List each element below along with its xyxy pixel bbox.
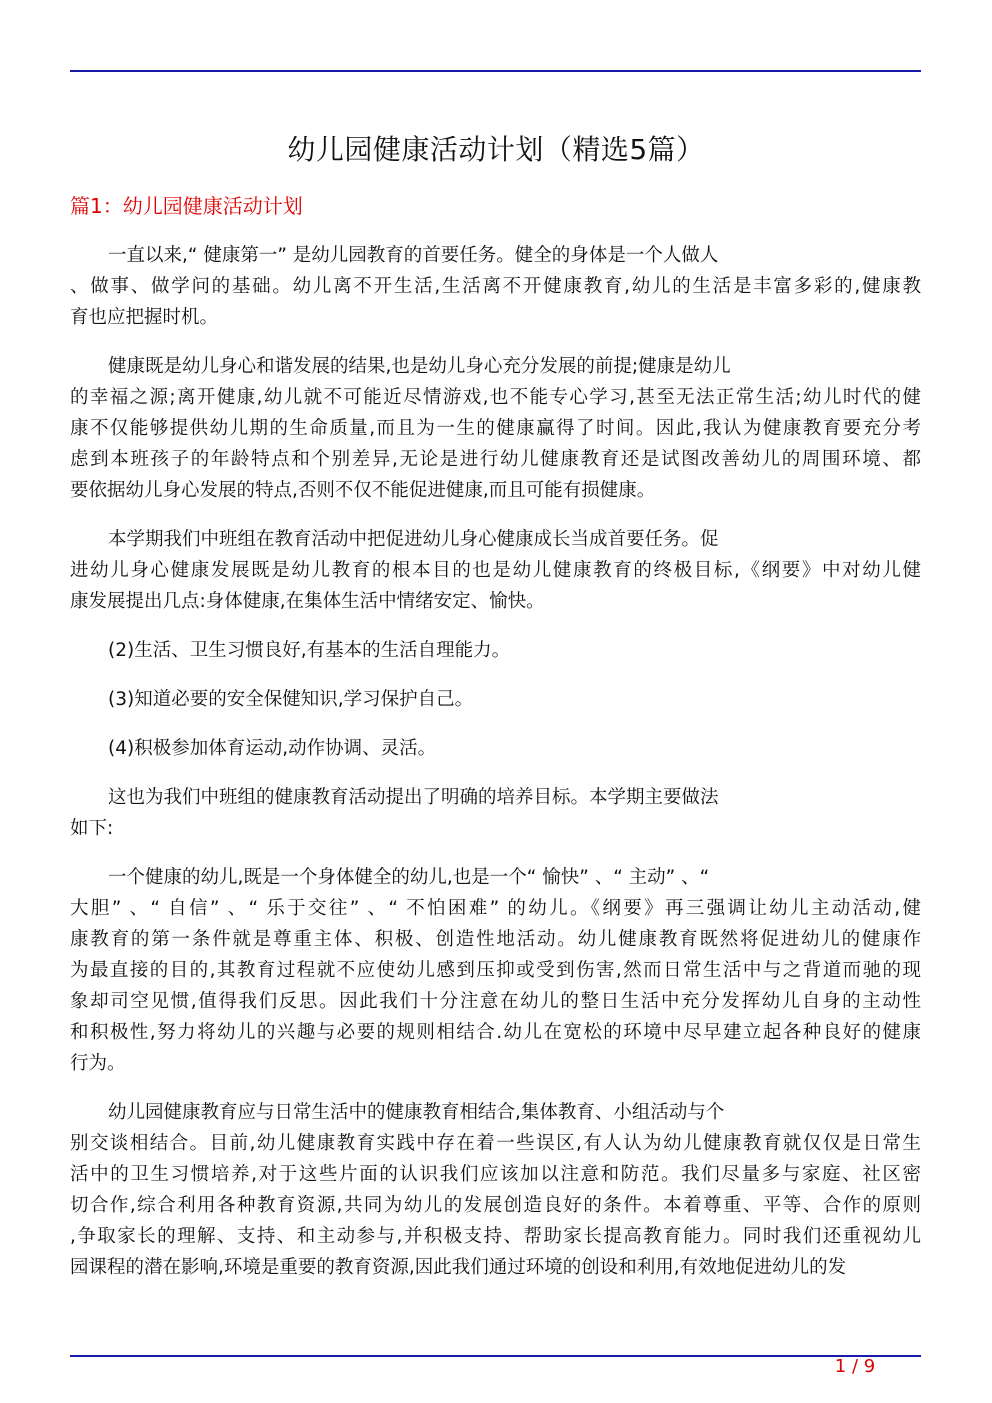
paragraph-line: 如下: xyxy=(70,818,114,839)
paragraph xyxy=(70,635,921,666)
paragraph-line: 健康既是幼儿身心和谐发展的结果,也是幼儿身心充分发展的前提;健康是幼儿 xyxy=(108,356,731,377)
paragraph xyxy=(70,782,921,844)
paragraph-line: (3)知道必要的安全保健知识,学习保护自己。 xyxy=(108,689,474,710)
paragraph-line: 行为。 xyxy=(70,1053,126,1074)
paragraph xyxy=(70,684,921,715)
paragraph xyxy=(70,524,921,617)
header-rule xyxy=(70,70,921,72)
paragraph-line: 的幸福之源;离开健康,幼儿就不可能近尽情游戏,也不能专心学习,甚至无法正常生活;幼儿时代的健 xyxy=(70,387,921,408)
paragraph-line: 和积极性,努力将幼儿的兴趣与必要的规则相结合.幼儿在宽松的环境中尽早建立起各种良好的健康 xyxy=(70,1022,921,1043)
paragraph-line: 为最直接的目的,其教育过程就不应使幼儿感到压抑或受到伤害,然而日常生活中与之背道而驰的现 xyxy=(70,960,921,981)
paragraph xyxy=(70,1097,921,1283)
paragraph-line: 要依据幼儿身心发展的特点,否则不仅不能促进健康,而且可能有损健康。 xyxy=(70,480,656,501)
paragraph-line: 幼儿园健康教育应与日常生活中的健康教育相结合,集体教育、小组活动与个 xyxy=(108,1102,725,1123)
paragraph-line: 育也应把握时机。 xyxy=(70,307,219,328)
paragraph-line: 康教育的第一条件就是尊重主体、积极、创造性地活动。幼儿健康教育既然将促进幼儿的健康作 xyxy=(70,929,921,950)
paragraph-line: 一直以来,“ 健康第一” 是幼儿园教育的首要任务。健全的身体是一个人做人 xyxy=(108,245,719,266)
paragraph-line: 园课程的潜在影响,环境是重要的教育资源,因此我们通过环境的创设和利用,有效地促进幼儿的发 xyxy=(70,1257,847,1278)
paragraph xyxy=(70,862,921,1079)
paragraph xyxy=(70,351,921,506)
footer-rule xyxy=(70,1355,921,1357)
paragraph-line: 一个健康的幼儿,既是一个身体健全的幼儿,也是一个“ 愉快” 、“ 主动” 、“ xyxy=(108,867,710,888)
paragraph-line: 别交谈相结合。目前,幼儿健康教育实践中存在着一些误区,有人认为幼儿健康教育就仅仅是日常生 xyxy=(70,1133,921,1154)
paragraph-line: 进幼儿身心健康发展既是幼儿教育的根本目的也是幼儿健康教育的终极目标,《纲要》中对幼儿健 xyxy=(70,560,921,581)
paragraph xyxy=(70,733,921,764)
section-heading: 篇1：幼儿园健康活动计划 xyxy=(70,194,303,218)
paragraph-line: 虑到本班孩子的年龄特点和个别差异,无论是进行幼儿健康教育还是试图改善幼儿的周围环境、都 xyxy=(70,449,921,470)
document-body xyxy=(70,240,921,1301)
paragraph-line: 、做事、做学问的基础。幼儿离不开生活,生活离不开健康教育,幼儿的生活是丰富多彩的,健康教 xyxy=(70,276,921,297)
paragraph xyxy=(70,240,921,333)
paragraph-line: 象却司空见惯,值得我们反思。因此我们十分注意在幼儿的整日生活中充分发挥幼儿自身的主动性 xyxy=(70,991,921,1012)
paragraph-line: 大胆” 、“ 自信” 、“ 乐于交往” 、“ 不怕困难” 的幼儿。《纲要》再三强调让幼儿主动活动,健 xyxy=(70,898,921,919)
paragraph-line: 康不仅能够提供幼儿期的生命质量,而且为一生的健康赢得了时间。因此,我认为健康教育要充分考 xyxy=(70,418,921,439)
paragraph-line: 活中的卫生习惯培养,对于这些片面的认识我们应该加以注意和防范。我们尽量多与家庭、社区密 xyxy=(70,1164,921,1185)
paragraph-line: 康发展提出几点:身体健康,在集体生活中情绪安定、愉快。 xyxy=(70,591,545,612)
paragraph-line: (2)生活、卫生习惯良好,有基本的生活自理能力。 xyxy=(108,640,511,661)
document-title: 幼儿园健康活动计划（精选5篇） xyxy=(287,133,705,166)
paragraph-line: 这也为我们中班组的健康教育活动提出了明确的培养目标。本学期主要做法 xyxy=(108,787,719,808)
paragraph-line: 切合作,综合利用各种教育资源,共同为幼儿的发展创造良好的条件。本着尊重、平等、合作的原则 xyxy=(70,1195,921,1216)
paragraph-line: 本学期我们中班组在教育活动中把促进幼儿身心健康成长当成首要任务。促 xyxy=(108,529,719,550)
paragraph-line: (4)积极参加体育运动,动作协调、灵活。 xyxy=(108,738,437,759)
paragraph-line: ,争取家长的理解、支持、和主动参与,并积极支持、帮助家长提高教育能力。同时我们还重视幼儿 xyxy=(70,1226,921,1247)
page-number: 1 / 9 xyxy=(834,1356,876,1377)
